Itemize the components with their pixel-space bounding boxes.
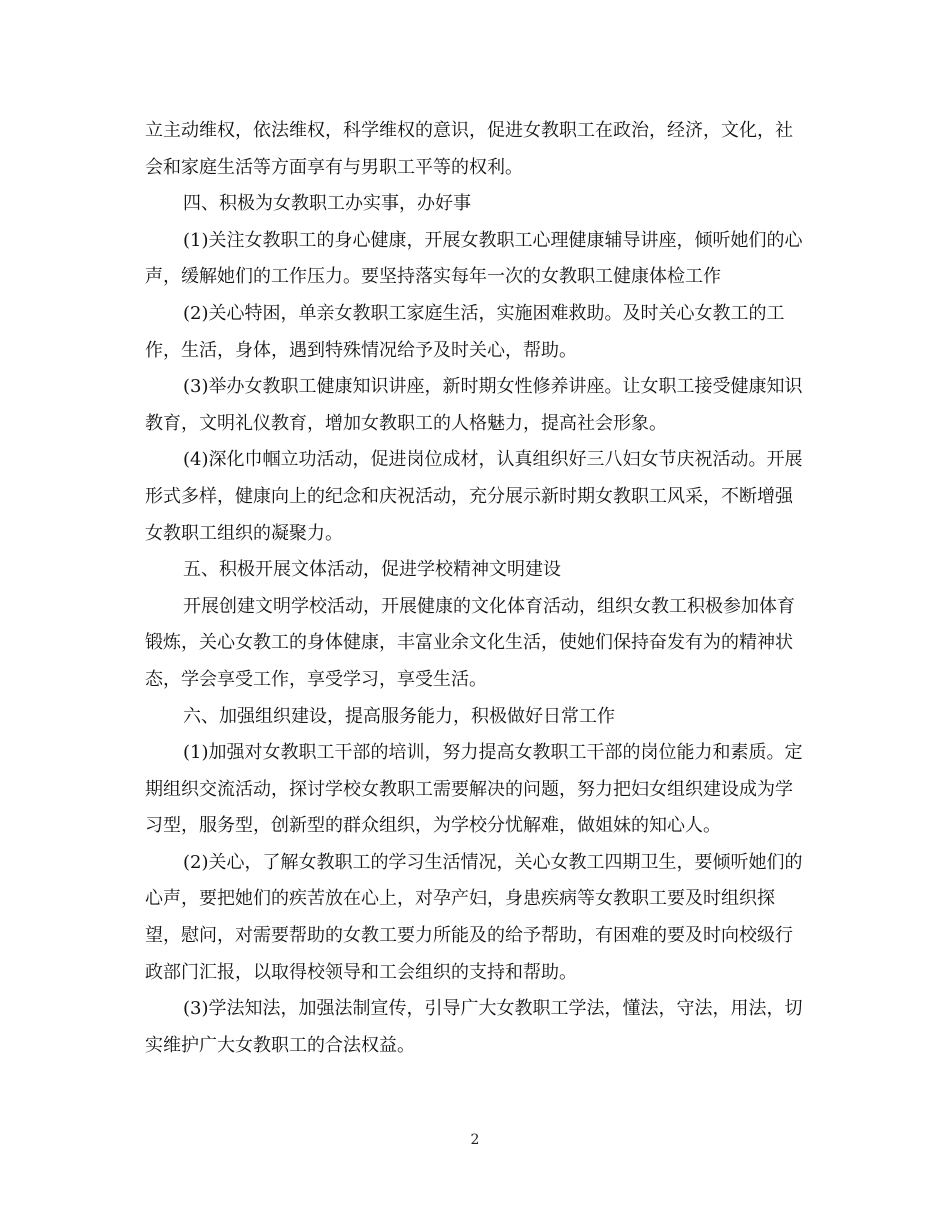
paragraph: (2)关心，了解女教职工的学习生活情况，关心女教工四期卫生，要倾听她们的心声，要把她们的疾苦放在心上，对孕产妇，身患疾病等女教职工要及时组织探望，慰问，对需要帮助的女教工要力所能及的给予帮助，有困难的要及时向校级行政部门汇报，以取得校领导和工会组织的支持和帮助。 <box>145 851 803 983</box>
document-body <box>145 113 805 1064</box>
paragraph: (3)举办女教职工健康知识讲座，新时期女性修养讲座。让女职工接受健康知识教育，文明礼仪教育，增加女教职工的人格魅力，提高社会形象。 <box>145 376 803 434</box>
paragraph: (1)关注女教职工的身心健康，开展女教职工心理健康辅导讲座，倾听她们的心声，缓解她们的工作压力。要坚持落实每年一次的女教职工健康体检工作 <box>145 229 803 288</box>
section-heading: 五、积极开展文体活动，促进学校精神文明建设 <box>183 559 561 581</box>
section-heading: 四、积极为女教职工办实事，办好事 <box>183 193 471 215</box>
paragraph: (3)学法知法，加强法制宣传，引导广大女教职工学法，懂法，守法，用法，切实维护广大女教职工的合法权益。 <box>145 998 803 1056</box>
paragraph: (4)深化巾帼立功活动，促进岗位成材，认真组织好三八妇女节庆祝活动。开展形式多样，健康向上的纪念和庆祝活动，充分展示新时期女教职工风采，不断增强女教职工组织的凝聚力。 <box>145 449 803 544</box>
paragraph: (2)关心特困，单亲女教职工家庭生活，实施困难救助。及时关心女教工的工作，生活，身体，遇到特殊情况给予及时关心，帮助。 <box>145 302 785 361</box>
page-number: 2 <box>470 1132 480 1148</box>
paragraph: (1)加强对女教职工干部的培训，努力提高女教职工干部的岗位能力和素质。定期组织交流活动，探讨学校女教职工需要解决的问题，努力把妇女组织建设成为学习型，服务型，创新型的群众组织，为学校分忧解难，做姐妹的知心人。 <box>145 742 803 837</box>
paragraph: 立主动维权，依法维权，科学维权的意识，促进女教职工在政治，经济，文化，社会和家庭生活等方面享有与男职工平等的权利。 <box>145 120 793 178</box>
paragraph: 开展创建文明学校活动，开展健康的文化体育活动，组织女教工积极参加体育锻炼，关心女教工的身体健康，丰富业余文化生活，使她们保持奋发有为的精神状态，学会享受工作，享受学习，享受生活。 <box>145 595 795 690</box>
section-heading: 六、加强组织建设，提高服务能力，积极做好日常工作 <box>183 705 615 727</box>
